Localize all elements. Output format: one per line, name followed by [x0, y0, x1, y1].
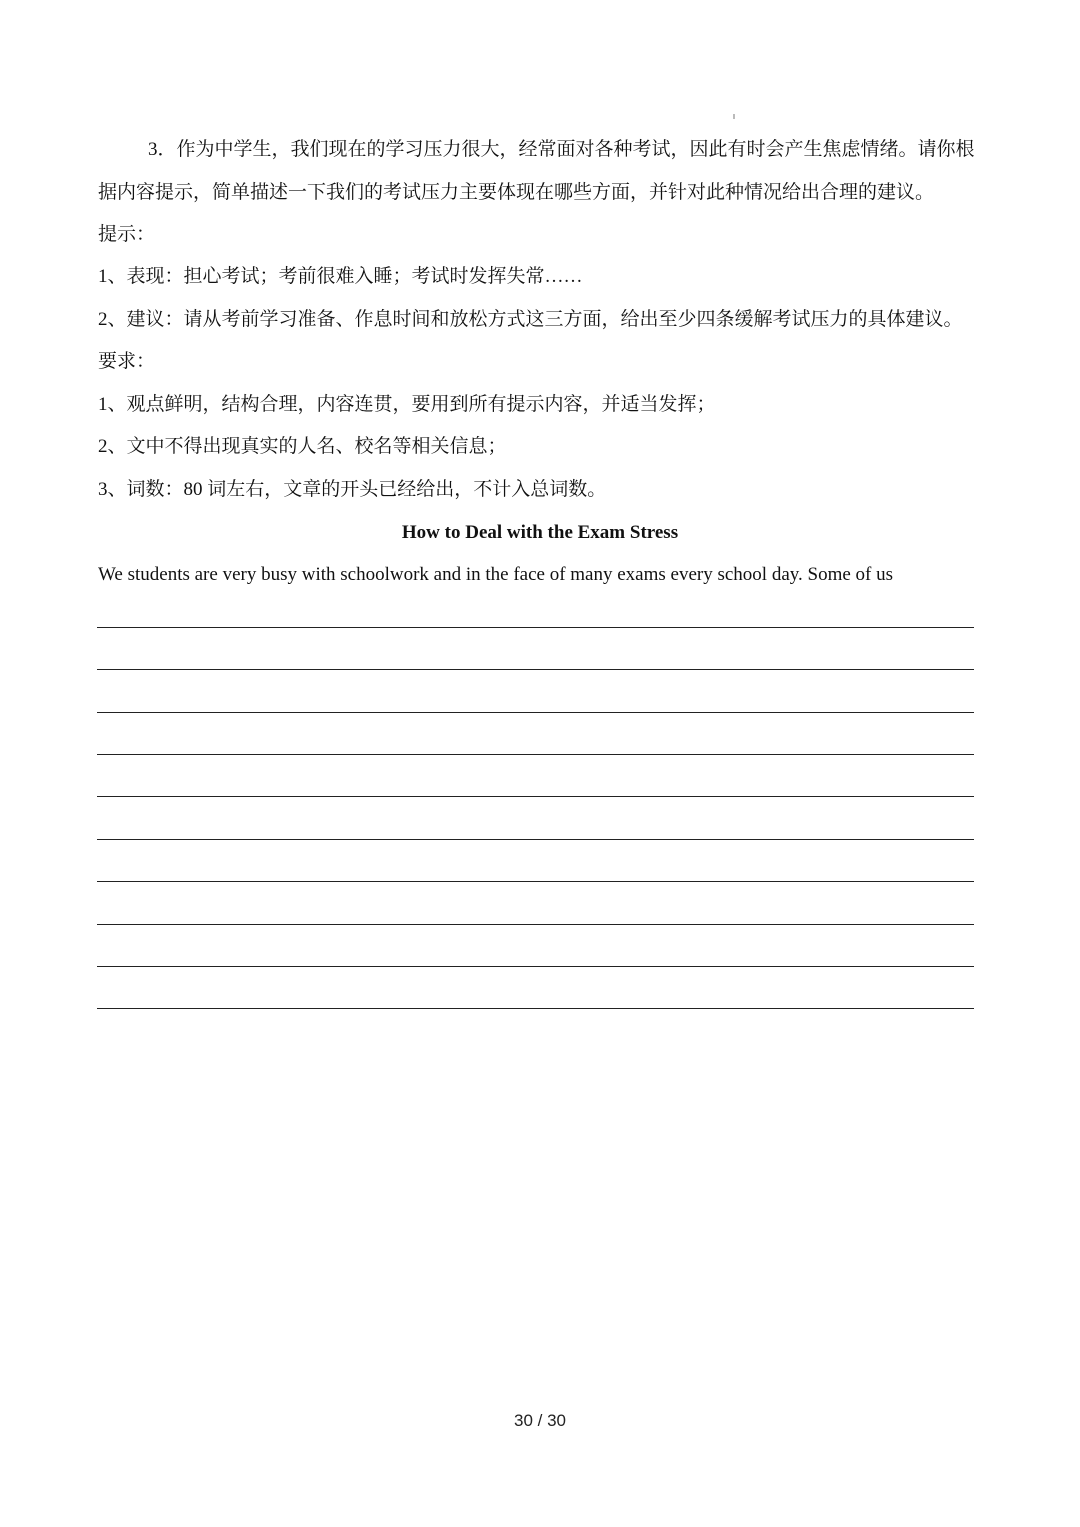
writing-line[interactable] [97, 966, 974, 967]
essay-title: How to Deal with the Exam Stress [401, 522, 679, 543]
essay-opening: We students are very busy with schoolwork and in the face of many exams every school day. Some of us [98, 564, 894, 585]
writing-line[interactable] [97, 754, 974, 755]
writing-line[interactable] [97, 796, 974, 797]
page-number: 30 / 30 [514, 1411, 566, 1430]
question-intro-line-2: 据内容提示，简单描述一下我们的考试压力主要体现在哪些方面，并针对此种情况给出合理的建议。 [98, 182, 935, 203]
requirement-item: 3、词数：80 词左右，文章的开头已经给出，不计入总词数。 [98, 479, 607, 500]
writing-line[interactable] [97, 1008, 974, 1009]
scan-mark [733, 114, 735, 119]
requirement-item: 2、文中不得出现真实的人名、校名等相关信息； [98, 436, 507, 457]
writing-line[interactable] [97, 627, 974, 628]
question-intro-line-1: 3．作为中学生，我们现在的学习压力很大，经常面对各种考试，因此有时会产生焦虑情绪。请你根 [148, 139, 975, 160]
hints-heading: 提示： [98, 224, 156, 245]
writing-line[interactable] [97, 712, 974, 713]
writing-line[interactable] [97, 669, 974, 670]
requirement-item: 1、观点鲜明，结构合理，内容连贯，要用到所有提示内容，并适当发挥； [98, 394, 716, 415]
writing-line[interactable] [97, 924, 974, 925]
hint-item: 2、建议：请从考前学习准备、作息时间和放松方式这三方面，给出至少四条缓解考试压力的具体建议。 [98, 309, 963, 330]
hint-item: 1、表现：担心考试；考前很难入睡；考试时发挥失常…… [98, 266, 583, 287]
writing-line[interactable] [97, 881, 974, 882]
writing-line[interactable] [97, 839, 974, 840]
requirements-heading: 要求： [98, 351, 156, 372]
